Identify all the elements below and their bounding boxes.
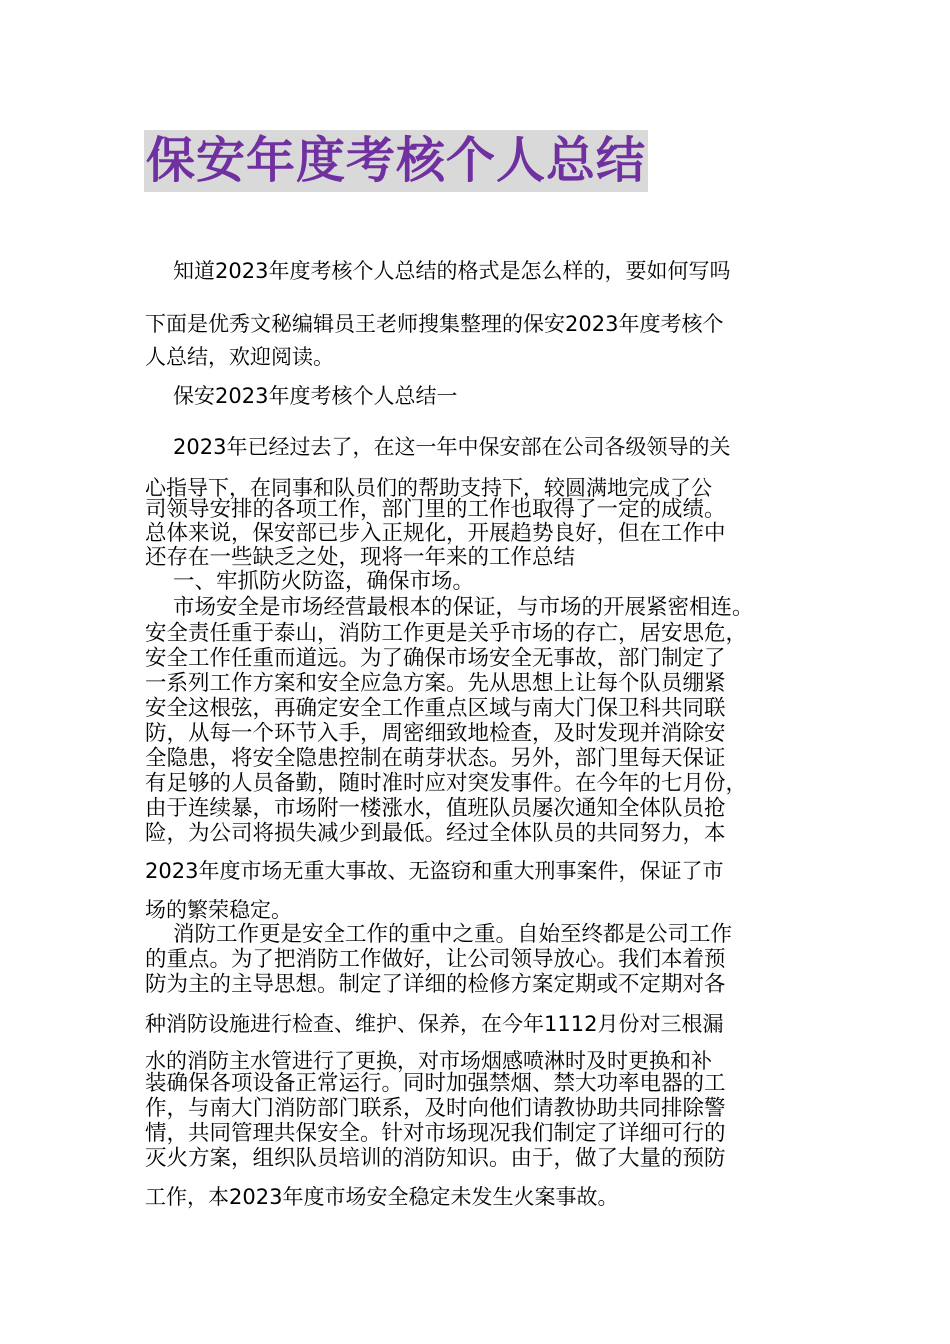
paragraph-line: 种消防设施进行检查、维护、保养，在今年1112月份对三根漏 [145,1012,724,1036]
paragraph-line: 情，共同管理共保安全。针对市场现况我们制定了详细可行的 [145,1121,726,1146]
section-heading: 保安2023年度考核个人总结一 [173,384,458,408]
paragraph-line: 司领导安排的各项工作，部门里的工作也取得了一定的成绩。 [145,497,726,522]
paragraph-line: 市场安全是市场经营最根本的保证，与市场的开展紧密相连。 [173,595,754,620]
paragraph-line: 心指导下，在同事和队员们的帮助支持下，较圆满地完成了公 [145,476,712,500]
paragraph-line: 人总结，欢迎阅读。 [145,345,334,369]
paragraph-line: 装确保各项设备正常运行。同时加强禁烟、禁大功率电器的工 [145,1071,726,1096]
paragraph-line: 防，从每一个环节入手，周密细致地检查，及时发现并消除安 [145,721,726,746]
paragraph-line: 工作，本2023年度市场安全稳定未发生火案事故。 [145,1185,619,1209]
paragraph-line: 安全这根弦，再确定安全工作重点区域与南大门保卫科共同联 [145,696,726,721]
paragraph-line: 由于连续暴，市场附一楼涨水，值班队员屡次通知全体队员抢 [145,796,726,821]
paragraph-line: 下面是优秀文秘编辑员王老师搜集整理的保安2023年度考核个 [145,312,724,336]
paragraph-line: 全隐患，将安全隐患控制在萌芽状态。另外，部门里每天保证 [145,746,726,771]
paragraph-line: 总体来说，保安部已步入正规化，开展趋势良好，但在工作中 [145,521,726,546]
paragraph-line: 水的消防主水管进行了更换，对市场烟感喷淋时及时更换和补 [145,1049,712,1073]
paragraph-line: 有足够的人员备勤，随时准时应对突发事件。在今年的七月份， [145,771,748,796]
paragraph-line: 场的繁荣稳定。 [145,898,292,922]
paragraph-line: 2023年已经过去了，在这一年中保安部在公司各级领导的关 [173,435,731,459]
paragraph-line: 险，为公司将损失减少到最低。经过全体队员的共同努力，本 [145,821,726,846]
title-highlight [144,130,648,192]
paragraph-line: 2023年度市场无重大事故、无盗窃和重大刑事案件，保证了市 [145,859,724,883]
paragraph-line: 灭火方案，组织队员培训的消防知识。由于，做了大量的预防 [145,1146,726,1171]
document-title: 保安年度考核个人总结 [146,132,647,189]
paragraph-line: 知道2023年度考核个人总结的格式是怎么样的，要如何写吗 [173,259,731,283]
paragraph-line: 安全责任重于泰山，消防工作更是关乎市场的存亡，居安思危， [145,621,748,646]
subheading-line: 一、牢抓防火防盗，确保市场。 [173,569,475,594]
paragraph-line: 消防工作更是安全工作的重中之重。自始至终都是公司工作 [173,922,733,947]
paragraph-line: 的重点。为了把消防工作做好，让公司领导放心。我们本着预 [145,947,726,972]
paragraph-line: 防为主的主导思想。制定了详细的检修方案定期或不定期对各 [145,972,726,997]
paragraph-line: 安全工作任重而道远。为了确保市场安全无事故，部门制定了 [145,646,726,671]
paragraph-line: 作，与南大门消防部门联系，及时向他们请教协助共同排除警 [145,1096,726,1121]
paragraph-line: 一系列工作方案和安全应急方案。先从思想上让每个队员绷紧 [145,671,726,696]
paragraph-line: 还存在一些缺乏之处，现将一年来的工作总结 [145,545,576,570]
